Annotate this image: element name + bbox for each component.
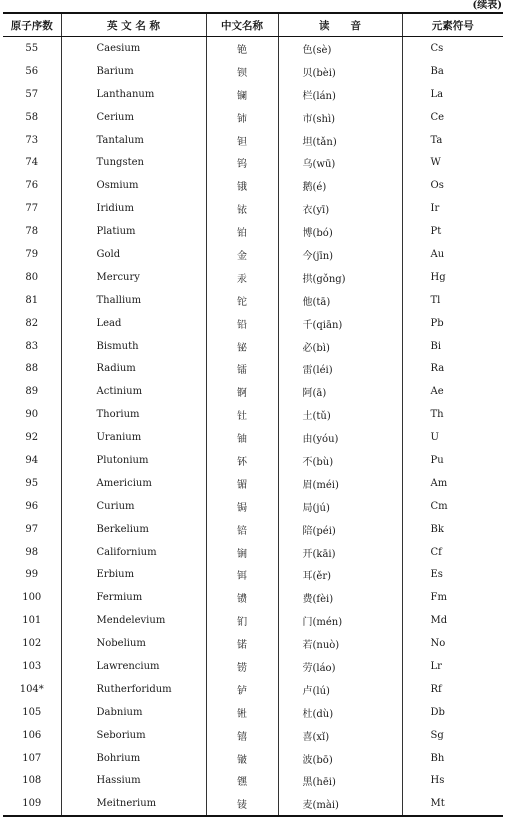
- cell-chinese-name: 锫: [206, 518, 278, 541]
- cell-symbol: Bi: [430, 340, 442, 352]
- cell-pronunciation: 博(bó): [278, 220, 402, 243]
- cell-chinese-name: 镭: [206, 357, 278, 380]
- cell-atomic-number: 95: [3, 472, 61, 495]
- cell-symbol: Hg: [430, 271, 446, 283]
- cell-atomic-number: 89: [3, 380, 61, 403]
- cell-symbol: Am: [430, 477, 448, 489]
- cell-symbol: Bh: [430, 752, 445, 764]
- table-row: [3, 312, 503, 335]
- cell-english-name: Erbium: [61, 563, 206, 586]
- table-row: [3, 220, 503, 243]
- cell-pronunciation: 麦(mài): [278, 792, 402, 816]
- cell-symbol: Cm: [430, 500, 448, 512]
- cell-pronunciation: 卢(lú): [278, 678, 402, 701]
- table-row: [3, 609, 503, 632]
- cell-pronunciation: 衣(yī): [278, 197, 402, 220]
- cell-symbol: Au: [430, 248, 445, 260]
- table-row: [3, 495, 503, 518]
- cell-chinese-name: 钨: [206, 151, 278, 174]
- cell-chinese-name: 𬭛: [206, 747, 278, 770]
- cell-english-name: Mendelevium: [61, 609, 206, 632]
- cell-chinese-name: 镧: [206, 83, 278, 106]
- cell-chinese-name: 钔: [206, 609, 278, 632]
- cell-atomic-number: 108: [3, 770, 61, 793]
- table-body: [3, 37, 503, 817]
- cell-atomic-number: 96: [3, 495, 61, 518]
- cell-symbol: Ta: [430, 134, 443, 146]
- cell-english-name: Americium: [61, 472, 206, 495]
- cell-atomic-number: 106: [3, 724, 61, 747]
- cell-english-name: Curium: [61, 495, 206, 518]
- table-row: [3, 632, 503, 655]
- cell-atomic-number: 97: [3, 518, 61, 541]
- table-row: [3, 380, 503, 403]
- cell-english-name: Caesium: [61, 37, 206, 60]
- cell-atomic-number: 102: [3, 632, 61, 655]
- cell-pronunciation: 乌(wū): [278, 151, 402, 174]
- cell-symbol: W: [430, 157, 441, 169]
- cell-english-name: Osmium: [61, 174, 206, 197]
- cell-chinese-name: 铱: [206, 197, 278, 220]
- cell-english-name: Radium: [61, 357, 206, 380]
- cell-atomic-number: 90: [3, 403, 61, 426]
- table-row: [3, 174, 503, 197]
- header-symbol: 元素符号: [402, 13, 503, 37]
- cell-symbol: Os: [430, 180, 444, 192]
- cell-chinese-name: 铀: [206, 426, 278, 449]
- cell-pronunciation: 拱(gǒng): [278, 266, 402, 289]
- table-row: [3, 403, 503, 426]
- cell-atomic-number: 105: [3, 701, 61, 724]
- cell-english-name: Rutherforidum: [61, 678, 206, 701]
- cell-atomic-number: 83: [3, 335, 61, 358]
- table-row: [3, 586, 503, 609]
- cell-english-name: Iridium: [61, 197, 206, 220]
- table-row: [3, 266, 503, 289]
- cell-english-name: Mercury: [61, 266, 206, 289]
- table-row: [3, 129, 503, 152]
- header-atomic-number: 原子序数: [3, 13, 61, 37]
- cell-symbol: U: [430, 432, 439, 444]
- cell-atomic-number: 98: [3, 541, 61, 564]
- table-row: [3, 770, 503, 793]
- cell-chinese-name: 铹: [206, 655, 278, 678]
- cell-chinese-name: 铅: [206, 312, 278, 335]
- cell-atomic-number: 74: [3, 151, 61, 174]
- cell-atomic-number: 109: [3, 792, 61, 816]
- cell-english-name: Thorium: [61, 403, 206, 426]
- cell-pronunciation: 市(shì): [278, 106, 402, 129]
- cell-chinese-name: 钚: [206, 449, 278, 472]
- cell-pronunciation: 阿(ā): [278, 380, 402, 403]
- cell-symbol: Th: [430, 409, 444, 421]
- cell-chinese-name: 铊: [206, 289, 278, 312]
- table-row: [3, 289, 503, 312]
- cell-atomic-number: 101: [3, 609, 61, 632]
- cell-english-name: Barium: [61, 60, 206, 83]
- cell-pronunciation: 费(fèi): [278, 586, 402, 609]
- table-row: [3, 747, 503, 770]
- cell-symbol: Ae: [430, 386, 444, 398]
- header-chinese-name: 中文名称: [206, 13, 278, 37]
- cell-pronunciation: 贝(bèi): [278, 60, 402, 83]
- cell-atomic-number: 58: [3, 106, 61, 129]
- cell-english-name: Plutonium: [61, 449, 206, 472]
- cell-chinese-name: 钍: [206, 403, 278, 426]
- cell-chinese-name: 镅: [206, 472, 278, 495]
- cell-symbol: Db: [430, 706, 445, 718]
- cell-pronunciation: 栏(lán): [278, 83, 402, 106]
- table-row: [3, 60, 503, 83]
- cell-atomic-number: 99: [3, 563, 61, 586]
- cell-english-name: Gold: [61, 243, 206, 266]
- cell-chinese-name: 铒: [206, 563, 278, 586]
- cell-english-name: Hassium: [61, 770, 206, 793]
- cell-symbol: Cs: [430, 42, 444, 54]
- table-row: [3, 449, 503, 472]
- cell-atomic-number: 82: [3, 312, 61, 335]
- header-english-name: 英 文 名 称: [61, 13, 206, 37]
- cell-chinese-name: 锎: [206, 541, 278, 564]
- cell-chinese-name: 鿏: [206, 792, 278, 816]
- cell-english-name: Lawrencium: [61, 655, 206, 678]
- cell-symbol: Pu: [430, 454, 444, 466]
- table-row: [3, 37, 503, 60]
- cell-english-name: Tantalum: [61, 129, 206, 152]
- cell-pronunciation: 波(bō): [278, 747, 402, 770]
- cell-atomic-number: 80: [3, 266, 61, 289]
- cell-chinese-name: 镄: [206, 586, 278, 609]
- cell-chinese-name: 锔: [206, 495, 278, 518]
- cell-atomic-number: 94: [3, 449, 61, 472]
- table-row: [3, 243, 503, 266]
- cell-atomic-number: 55: [3, 37, 61, 60]
- cell-pronunciation: 必(bì): [278, 335, 402, 358]
- cell-english-name: Lanthanum: [61, 83, 206, 106]
- cell-symbol: Ce: [430, 111, 445, 123]
- table-row: [3, 426, 503, 449]
- cell-english-name: Lead: [61, 312, 206, 335]
- cell-english-name: Uranium: [61, 426, 206, 449]
- table-row: [3, 563, 503, 586]
- cell-chinese-name: 锇: [206, 174, 278, 197]
- table-row: [3, 518, 503, 541]
- table-row: [3, 357, 503, 380]
- cell-pronunciation: 门(mén): [278, 609, 402, 632]
- cell-pronunciation: 杜(dù): [278, 701, 402, 724]
- cell-symbol: Hs: [430, 775, 445, 787]
- table-row: [3, 792, 503, 816]
- cell-atomic-number: 78: [3, 220, 61, 243]
- table-row: [3, 678, 503, 701]
- cell-pronunciation: 陪(péi): [278, 518, 402, 541]
- cell-symbol: Fm: [430, 592, 447, 604]
- cell-atomic-number: 56: [3, 60, 61, 83]
- cell-chinese-name: 𬭳: [206, 724, 278, 747]
- cell-chinese-name: 𬬻: [206, 678, 278, 701]
- cell-chinese-name: 𬭶: [206, 770, 278, 793]
- cell-pronunciation: 若(nuò): [278, 632, 402, 655]
- cell-pronunciation: 眉(méi): [278, 472, 402, 495]
- cell-english-name: Berkelium: [61, 518, 206, 541]
- cell-pronunciation: 喜(xǐ): [278, 724, 402, 747]
- cell-symbol: Ra: [430, 363, 445, 375]
- cell-english-name: Nobelium: [61, 632, 206, 655]
- cell-pronunciation: 由(yóu): [278, 426, 402, 449]
- cell-pronunciation: 耳(ěr): [278, 563, 402, 586]
- cell-english-name: Thallium: [61, 289, 206, 312]
- cell-symbol: Sg: [430, 729, 444, 741]
- cell-chinese-name: 汞: [206, 266, 278, 289]
- cell-english-name: Bismuth: [61, 335, 206, 358]
- cell-symbol: Cf: [430, 546, 442, 558]
- table-row: [3, 724, 503, 747]
- cell-english-name: Californium: [61, 541, 206, 564]
- cell-pronunciation: 黑(hēi): [278, 770, 402, 793]
- cell-atomic-number: 92: [3, 426, 61, 449]
- table-header: [3, 13, 503, 37]
- cell-symbol: Es: [430, 569, 443, 581]
- cell-atomic-number: 77: [3, 197, 61, 220]
- table-row: [3, 541, 503, 564]
- cell-pronunciation: 今(jīn): [278, 243, 402, 266]
- cell-pronunciation: 土(tǔ): [278, 403, 402, 426]
- cell-symbol: Mt: [402, 792, 503, 816]
- cell-symbol: Rf: [430, 683, 442, 695]
- cell-symbol: No: [430, 638, 446, 650]
- cell-atomic-number: 104*: [3, 678, 61, 701]
- cell-atomic-number: 103: [3, 655, 61, 678]
- cell-pronunciation: 坦(tǎn): [278, 129, 402, 152]
- cell-pronunciation: 不(bù): [278, 449, 402, 472]
- table-row: [3, 83, 503, 106]
- element-table: [3, 12, 503, 817]
- cell-pronunciation: 劳(láo): [278, 655, 402, 678]
- cell-atomic-number: 57: [3, 83, 61, 106]
- cell-chinese-name: 铋: [206, 335, 278, 358]
- cell-atomic-number: 73: [3, 129, 61, 152]
- cell-chinese-name: 铈: [206, 106, 278, 129]
- cell-pronunciation: 雷(léi): [278, 357, 402, 380]
- cell-chinese-name: 锕: [206, 380, 278, 403]
- cell-english-name: Tungsten: [61, 151, 206, 174]
- cell-pronunciation: 色(sè): [278, 37, 402, 60]
- cell-pronunciation: 局(jú): [278, 495, 402, 518]
- cell-chinese-name: 铯: [206, 37, 278, 60]
- cell-symbol: Tl: [430, 294, 441, 306]
- cell-pronunciation: 他(tā): [278, 289, 402, 312]
- cell-symbol: La: [430, 88, 444, 100]
- cell-english-name: Seborium: [61, 724, 206, 747]
- cell-english-name: Fermium: [61, 586, 206, 609]
- cell-atomic-number: 100: [3, 586, 61, 609]
- table-row: [3, 106, 503, 129]
- cell-chinese-name: 钽: [206, 129, 278, 152]
- cell-symbol: Ba: [430, 65, 444, 77]
- cell-symbol: Md: [430, 615, 448, 627]
- cell-symbol: Bk: [430, 523, 444, 535]
- cell-english-name: Meitnerium: [61, 792, 206, 816]
- header-pronunciation: 读 音: [278, 13, 402, 37]
- table-row: [3, 701, 503, 724]
- table-row: [3, 655, 503, 678]
- continued-label: (续表): [472, 0, 502, 11]
- cell-chinese-name: 钡: [206, 60, 278, 83]
- cell-pronunciation: 开(kāi): [278, 541, 402, 564]
- cell-atomic-number: 76: [3, 174, 61, 197]
- cell-pronunciation: 千(qiān): [278, 312, 402, 335]
- cell-chinese-name: 𬭊: [206, 701, 278, 724]
- table-row: [3, 335, 503, 358]
- cell-chinese-name: 铂: [206, 220, 278, 243]
- cell-chinese-name: 金: [206, 243, 278, 266]
- cell-english-name: Cerium: [61, 106, 206, 129]
- cell-symbol: Pt: [430, 226, 442, 238]
- cell-atomic-number: 88: [3, 357, 61, 380]
- cell-atomic-number: 79: [3, 243, 61, 266]
- cell-pronunciation: 鹅(é): [278, 174, 402, 197]
- cell-symbol: Pb: [430, 317, 444, 329]
- cell-english-name: Bohrium: [61, 747, 206, 770]
- cell-english-name: Platium: [61, 220, 206, 243]
- table-row: [3, 151, 503, 174]
- table-row: [3, 472, 503, 495]
- cell-chinese-name: 锘: [206, 632, 278, 655]
- cell-english-name: Actinium: [61, 380, 206, 403]
- cell-atomic-number: 107: [3, 747, 61, 770]
- cell-atomic-number: 81: [3, 289, 61, 312]
- cell-symbol: Lr: [430, 660, 442, 672]
- table-row: [3, 197, 503, 220]
- cell-symbol: Ir: [430, 203, 440, 215]
- cell-english-name: Dabnium: [61, 701, 206, 724]
